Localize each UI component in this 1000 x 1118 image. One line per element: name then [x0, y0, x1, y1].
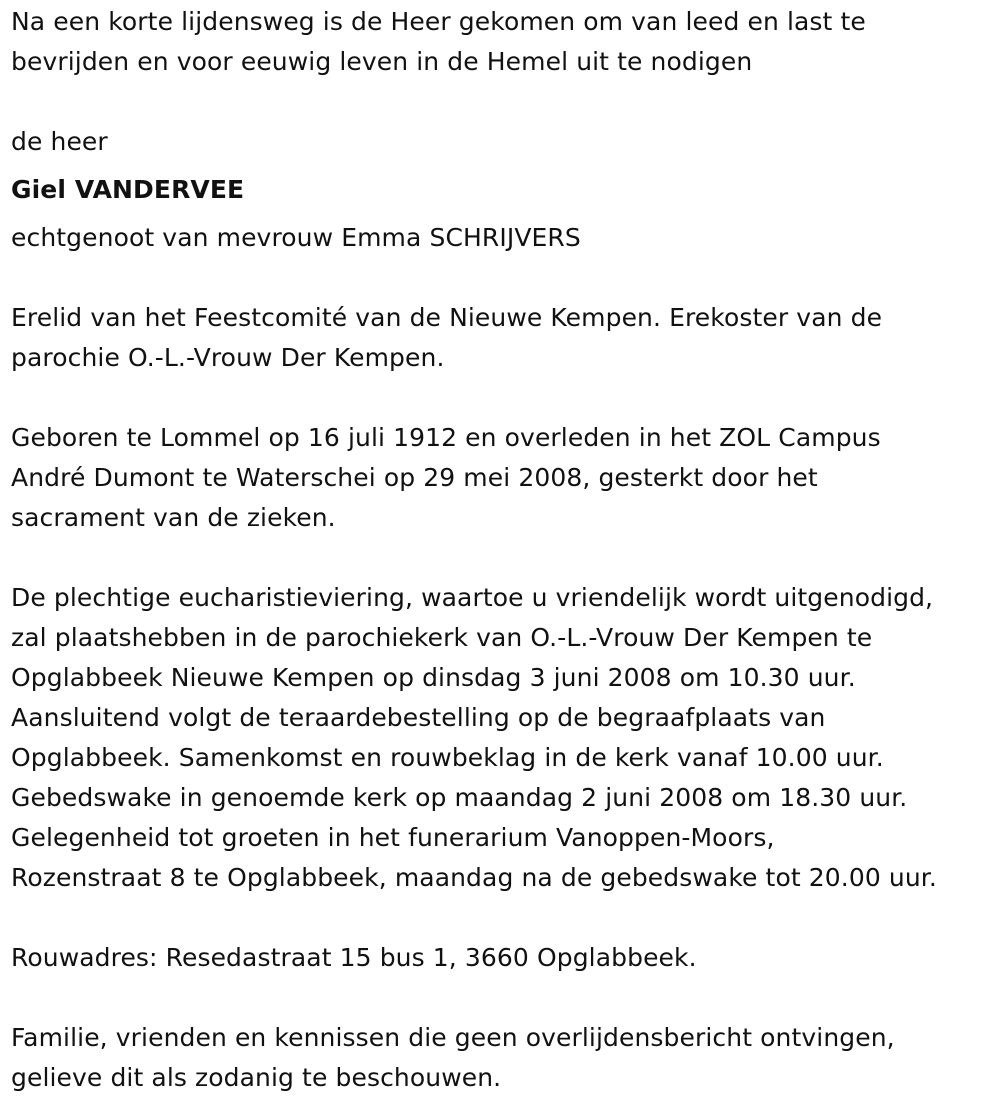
- ceremony-line: Rozenstraat 8 te Opglabbeek, maandag na de gebedswake tot 20.00 uur.: [11, 863, 937, 892]
- address-paragraph: Rouwadres: Resedastraat 15 bus 1, 3660 Opglabbeek.: [11, 943, 697, 972]
- birth-death-paragraph: [11, 418, 993, 538]
- ceremony-line: Gelegenheid tot groeten in het funerarium Vanoppen-Moors,: [11, 823, 775, 852]
- ceremony-line: Opglabbeek Nieuwe Kempen op dinsdag 3 juni 2008 om 10.30 uur.: [11, 663, 856, 692]
- honors-line: Erelid van het Feestcomité van de Nieuwe Kempen. Erekoster van de: [11, 303, 883, 332]
- closing-line: Familie, vrienden en kennissen die geen overlijdensbericht ontvingen,: [11, 1023, 895, 1052]
- intro-line: bevrijden en voor eeuwig leven in de Hemel uit te nodigen: [11, 47, 753, 76]
- honors-line: parochie O.-L.-Vrouw Der Kempen.: [11, 343, 445, 372]
- birth-death-line: André Dumont te Waterschei op 29 mei 2008, gesterkt door het: [11, 463, 818, 492]
- ceremony-line: Opglabbeek. Samenkomst en rouwbeklag in de kerk vanaf 10.00 uur.: [11, 743, 884, 772]
- ceremony-line: zal plaatshebben in de parochiekerk van O.-L.-Vrouw Der Kempen te: [11, 623, 873, 652]
- closing-paragraph: [11, 1018, 993, 1098]
- ceremony-paragraph: [11, 578, 993, 898]
- spouse-line: echtgenoot van mevrouw Emma SCHRIJVERS: [11, 223, 581, 252]
- obituary-document: [11, 2, 993, 1098]
- title-prefix: de heer: [11, 127, 108, 156]
- intro-paragraph: [11, 2, 993, 82]
- ceremony-line: Gebedswake in genoemde kerk op maandag 2 juni 2008 om 18.30 uur.: [11, 783, 908, 812]
- ceremony-line: Aansluitend volgt de teraardebestelling op de begraafplaats van: [11, 703, 826, 732]
- honors-paragraph: [11, 298, 993, 378]
- birth-death-line: sacrament van de zieken.: [11, 503, 336, 532]
- deceased-name: Giel VANDERVEE: [11, 175, 245, 204]
- intro-line: Na een korte lijdensweg is de Heer gekomen om van leed en last te: [11, 7, 866, 36]
- ceremony-line: De plechtige eucharistieviering, waartoe u vriendelijk wordt uitgenodigd,: [11, 583, 934, 612]
- closing-line: gelieve dit als zodanig te beschouwen.: [11, 1063, 502, 1092]
- birth-death-line: Geboren te Lommel op 16 juli 1912 en overleden in het ZOL Campus: [11, 423, 881, 452]
